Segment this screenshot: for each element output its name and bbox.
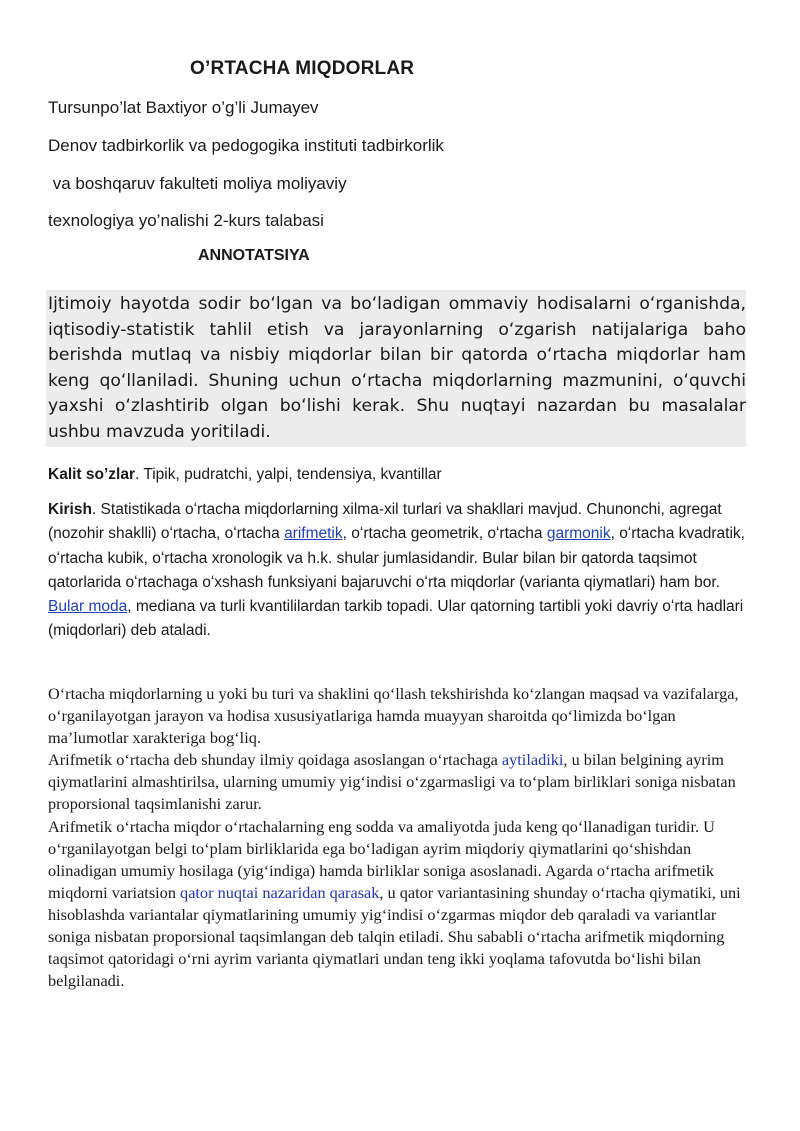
intro-text-1: . Statistikada oʻrtacha miqdorlarning xilma-xil turlari va shakllari mavjud. Chunonchi, agregat (nozohir shaklli) oʻrtacha, oʻrtacha	[48, 501, 722, 543]
author-affiliation-line-1: Denov tadbirkorlik va pedogogika instituti tadbirkorlik	[48, 136, 444, 155]
intro-text-2: , oʻrtacha geometrik, oʻrtacha	[342, 525, 547, 543]
body-paragraph-3-text-a: Arifmetik oʻrtacha miqdor oʻrtachalarning eng sodda va amaliyotda juda keng qoʻllanadigan turidir. U oʻrganilayotgan belgi toʻplam birliklarida ega boʻladigan ayrim miqdoriy qiymatlarini qoʻshishdan olinadigan umumiy hosilaga (yigʻindiga) hamda birliklar soniga asoslanadi. Agarda oʻrtacha arifmetik miqdorni variatsion	[48, 816, 715, 902]
body-paragraph-2-text-a: Arifmetik oʻrtacha deb shunday ilmiy qoidaga asoslangan oʻrtachaga	[48, 750, 502, 770]
link-arifmetik[interactable]: arifmetik	[284, 525, 343, 543]
body-paragraph-3	[48, 816, 748, 993]
keywords-label: Kalit so’zlar	[48, 466, 135, 483]
body-section	[48, 683, 748, 992]
keywords-line	[48, 466, 442, 484]
body-paragraph-1: Oʻrtacha miqdorlarning u yoki bu turi va shaklini qoʻllash tekshirishda koʻzlangan maqsad va vazifalarga, oʻrganilayotgan jarayon va hodisa xususiyatlariga hamda muayyan sharoitda qoʻlimizda boʻlgan maʼlumotlar xarakteriga bogʻliq.	[48, 684, 739, 748]
body-paragraph-3-text-b: , u qator variantasining shunday oʻrtacha qiymatiki, uni hisoblashda variantalar qiymatlarining umumiy yigʻindisi oʻzgarmas miqdor deb qaraladi va variantlar soniga nisbatan proporsional taqsimlangan deb talqin etiladi. Shu sababli oʻrtacha arifmetik miqdorning taqsimot qatoridagi oʻrni ayrim varianta qiymatlari undan teng ikki yoqlama tafovutda boʻlishi bilan belgilanadi.	[48, 882, 741, 991]
author-affiliation-line-2: va boshqaruv fakulteti moliya moliyaviy	[48, 174, 347, 193]
intro-text-3: , oʻrtacha kvadratik, oʻrtacha kubik, oʻrtacha xronologik va h.k. shular jumlasidandir. Bular bilan bir qatorda taqsimot qatorlarida oʻrtachaga oʻxshash funksiyani bajaruvchi oʻrta miqdorlar (varianta qiymatlari) ham bor.	[48, 525, 745, 591]
annotation-heading: ANNOTATSIYA	[198, 247, 310, 264]
author-name: Tursunpo’lat Baxtiyor o’g’li Jumayev	[48, 98, 319, 117]
intro-text-4: , mediana va turli kvantililardan tarkib topadi. Ular qatorning tartibli yoki davriy oʻrta hadlari (miqdorlari) deb ataladi.	[48, 598, 744, 640]
link-aytiladiki[interactable]: aytiladiki	[501, 750, 564, 770]
body-paragraph-2	[48, 749, 748, 815]
keywords-text: . Tipik, pudratchi, yalpi, tendensiya, kvantillar	[135, 466, 442, 483]
author-affiliation-line-3: texnologiya yo’nalishi 2-kurs talabasi	[48, 211, 324, 230]
page-title: O’RTACHA MIQDORLAR	[190, 58, 415, 79]
link-garmonik[interactable]: garmonik	[546, 525, 611, 543]
annotation-paragraph: Ijtimoiy hayotda sodir boʻlgan va boʻladigan ommaviy hodisalarni oʻrganishda, iqtisodiy-statistik tahlil etish va jarayonlarning oʻzgarish natijalariga baho berishda mutlaq va nisbiy miqdorlar bilan bir qatorda oʻrtacha miqdorlar ham keng qoʻllaniladi. Shuning uchun oʻrtacha miqdorlarning mazmunini, oʻquvchi yaxshi oʻzlashtirib olgan boʻlishi kerak. Shu nuqtayi nazardan bu masalalar ushbu mavzuda yoritiladi.	[46, 290, 746, 447]
body-paragraph-2-text-b: , u bilan belgining ayrim qiymatlarini almashtirilsa, ularning umumiy yigʻindisi oʻzgarmasligi va toʻplam birliklari soniga nisbatan proporsional taqsimlanishi zarur.	[48, 750, 736, 814]
link-bular-moda[interactable]: Bular moda	[48, 598, 128, 616]
introduction-label: Kirish	[48, 501, 92, 518]
introduction-paragraph	[48, 498, 748, 644]
link-qator-nuqtai-nazaridan[interactable]: qator nuqtai nazaridan qarasak	[180, 882, 380, 902]
